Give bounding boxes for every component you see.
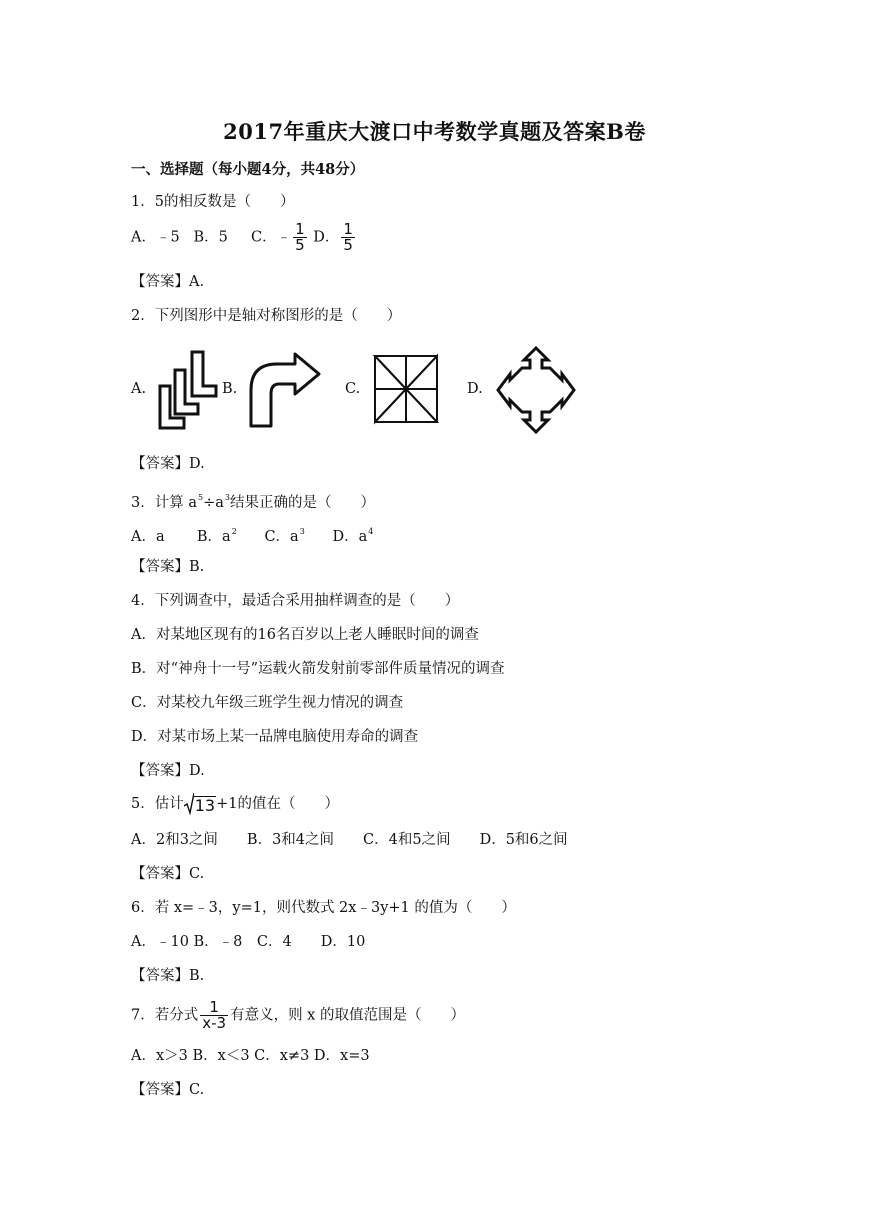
- q1-option-a: A．﹣5: [131, 229, 180, 246]
- q3-option-c: C．$a^3$: [264, 527, 305, 545]
- q1-options: [131, 222, 357, 253]
- q6-stem: 6．若 x=﹣3，y=1，则代数式 2x﹣3y+1 的值为（ ）: [131, 900, 516, 916]
- q4-option-b: B．对“神舟十一号”运载火箭发射前零部件质量情况的调查: [131, 661, 505, 677]
- q7-answer: 【答案】C.: [131, 1082, 205, 1098]
- q4-option-c: C．对某校九年级三班学生视力情况的调查: [131, 695, 404, 711]
- q2-stem: 2．下列图形中是轴对称图形的是（ ）: [131, 308, 402, 324]
- q2-answer: 【答案】D.: [131, 456, 205, 472]
- q3-options: [131, 522, 373, 547]
- q1-answer: 【答案】A.: [131, 274, 205, 290]
- q1-fraction-d: $\frac{1}{5}$: [343, 220, 353, 254]
- q4-stem: 4．下列调查中，最适合采用抽样调查的是（ ）: [131, 593, 460, 609]
- q6-answer: 【答案】B.: [131, 968, 205, 984]
- q2-label-b: B.: [222, 381, 238, 397]
- q5-options: A．2和3之间 B．3和4之间 C．4和5之间 D．5和6之间: [131, 832, 568, 848]
- pinwheel-figure: [368, 350, 444, 428]
- q1-option-c: C．﹣: [250, 229, 292, 246]
- q3-answer: 【答案】B.: [131, 559, 205, 575]
- q5-answer: 【答案】C.: [131, 866, 205, 882]
- page-title: 2017年重庆大渡口中考数学真题及答案B卷: [223, 119, 646, 144]
- q5-stem: 5．估计 13 +1的值在（ ）: [131, 793, 339, 815]
- q6-options: A．﹣10 B．﹣8 C．4 D．10: [131, 934, 366, 950]
- q3-option-a: A．a: [131, 529, 165, 545]
- q3-option-d: D．$a^4$: [332, 527, 374, 545]
- q1-fraction-c: $\frac{1}{5}$: [295, 220, 305, 254]
- q2-label-a: A.: [131, 381, 147, 397]
- q7-options: A．x＞3 B．x＜3 C．x≠3 D．x=3: [131, 1048, 370, 1064]
- q3-stem: 3．计算 $a^5\div a^3$结果正确的是（ ）: [131, 493, 375, 511]
- q4-option-a: A．对某地区现有的16名百岁以上老人睡眠时间的调查: [131, 627, 479, 643]
- section-heading: 一、选择题（每小题4分，共48分）: [131, 161, 365, 178]
- q1-option-b: B．5: [193, 229, 228, 246]
- q2-label-d: D.: [467, 381, 483, 397]
- q3-option-b: B．$a^2$: [196, 527, 237, 545]
- q7-stem: 7．若分式 $\frac{1}{x-3}$ 有意义，则 x 的取值范围是（ ）: [131, 998, 465, 1032]
- q1-stem: 1．5的相反数是（ ）: [131, 194, 295, 210]
- q2-label-c: C.: [345, 381, 361, 397]
- q4-option-d: D．对某市场上某一品牌电脑使用寿命的调查: [131, 729, 419, 745]
- sqrt-symbol: 13: [184, 793, 216, 815]
- q1-option-d: D．: [313, 229, 340, 246]
- four-arrow-cross-figure: [494, 344, 578, 436]
- stacked-l-shapes-figure: [148, 346, 222, 434]
- q4-answer: 【答案】D.: [131, 763, 205, 779]
- q7-fraction: $\frac{1}{x-3}$: [202, 998, 227, 1032]
- bent-arrow-figure: [243, 350, 325, 430]
